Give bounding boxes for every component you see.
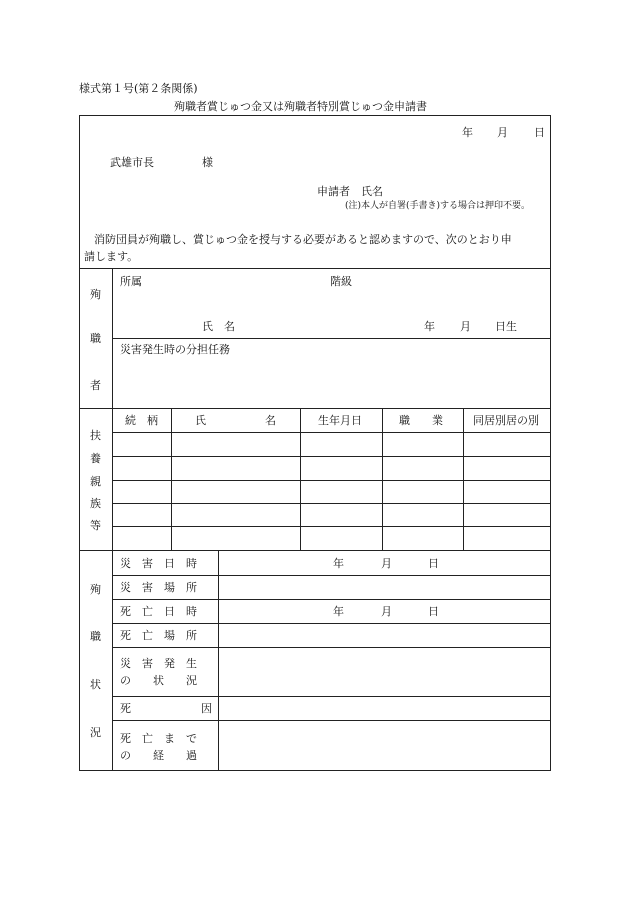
divider	[79, 550, 551, 551]
disaster-situation-label-line1: 災 害 発 生	[120, 657, 197, 670]
col-name-left: 氏	[195, 414, 206, 427]
col-occupation: 職 業	[399, 414, 443, 427]
date-month: 月	[497, 126, 508, 139]
circumstances-section-char: 殉	[90, 583, 101, 596]
circumstances-row-line	[112, 623, 551, 624]
col-relation: 続 柄	[125, 414, 158, 427]
col-name-right: 名	[265, 414, 276, 427]
applicant-label: 申請者 氏名	[317, 185, 383, 198]
divider	[112, 338, 551, 339]
circumstances-row-line	[112, 720, 551, 721]
addressee-honorific: 様	[202, 156, 213, 169]
death-datetime-label: 死 亡 日 時	[120, 605, 197, 618]
deceased-section-char: 職	[90, 332, 101, 345]
dependents-row-line	[112, 456, 551, 457]
disaster-day: 日	[428, 557, 439, 570]
divider	[171, 408, 172, 550]
date-year: 年	[462, 126, 473, 139]
affiliation-label: 所属	[120, 275, 142, 288]
death-day: 日	[428, 605, 439, 618]
deceased-section-char: 殉	[90, 288, 101, 301]
deceased-section-char: 者	[90, 379, 101, 392]
dependents-row-line	[112, 526, 551, 527]
divider	[79, 408, 551, 409]
death-year: 年	[333, 605, 344, 618]
addressee: 武雄市長	[110, 156, 154, 169]
dependents-section-char: 扶	[90, 429, 101, 442]
disaster-place-label: 災 害 場 所	[120, 581, 197, 594]
circumstances-section-char: 職	[90, 630, 101, 643]
dependents-section-char: 親	[90, 475, 101, 488]
disaster-year: 年	[333, 557, 344, 570]
circumstances-row-line	[112, 647, 551, 648]
death-cause-label-left: 死	[120, 702, 131, 715]
dependents-section-char: 族	[90, 497, 101, 510]
form-title: 殉職者賞じゅつ金又は殉職者特別賞じゅつ金申請書	[174, 100, 427, 113]
circumstances-section-char: 状	[90, 678, 101, 691]
death-place-label: 死 亡 場 所	[120, 629, 197, 642]
col-birthdate: 生年月日	[318, 414, 362, 427]
divider	[463, 408, 464, 550]
form-frame	[79, 115, 551, 771]
divider	[218, 550, 219, 771]
form-number: 様式第１号(第２条関係)	[79, 82, 198, 95]
disaster-month: 月	[381, 557, 392, 570]
dependents-row-line	[112, 432, 551, 433]
birth-year: 年	[424, 320, 435, 333]
circumstances-row-line	[112, 599, 551, 600]
application-body-line2: 請します。	[84, 250, 139, 263]
progress-until-death-label-line1: 死 亡 ま で	[120, 732, 197, 745]
disaster-situation-label-line2: の 状 況	[120, 674, 197, 687]
divider	[300, 408, 301, 550]
birth-day: 日生	[495, 320, 517, 333]
duty-label: 災害発生時の分担任務	[120, 343, 230, 356]
col-cohabitation: 同居別居の別	[473, 414, 539, 427]
divider	[382, 408, 383, 550]
seal-note: (注)本人が自署(手書き)する場合は押印不要。	[345, 201, 531, 211]
circumstances-row-line	[112, 696, 551, 697]
dependents-row-line	[112, 480, 551, 481]
date-day: 日	[534, 126, 545, 139]
application-body-line1: 消防団員が殉職し、賞じゅつ金を授与する必要があると認めますので、次のとおり申	[94, 233, 512, 246]
death-month: 月	[381, 605, 392, 618]
rank-label: 階級	[330, 275, 352, 288]
circumstances-section-char: 況	[90, 726, 101, 739]
birth-month: 月	[460, 320, 471, 333]
dependents-section-char: 養	[90, 452, 101, 465]
circumstances-row-line	[112, 575, 551, 576]
disaster-datetime-label: 災 害 日 時	[120, 557, 197, 570]
progress-until-death-label-line2: の 経 過	[120, 749, 197, 762]
death-cause-label-right: 因	[201, 702, 212, 715]
dependents-section-char: 等	[90, 519, 101, 532]
deceased-name-label: 氏 名	[202, 320, 235, 333]
divider	[79, 268, 551, 269]
dependents-row-line	[112, 503, 551, 504]
